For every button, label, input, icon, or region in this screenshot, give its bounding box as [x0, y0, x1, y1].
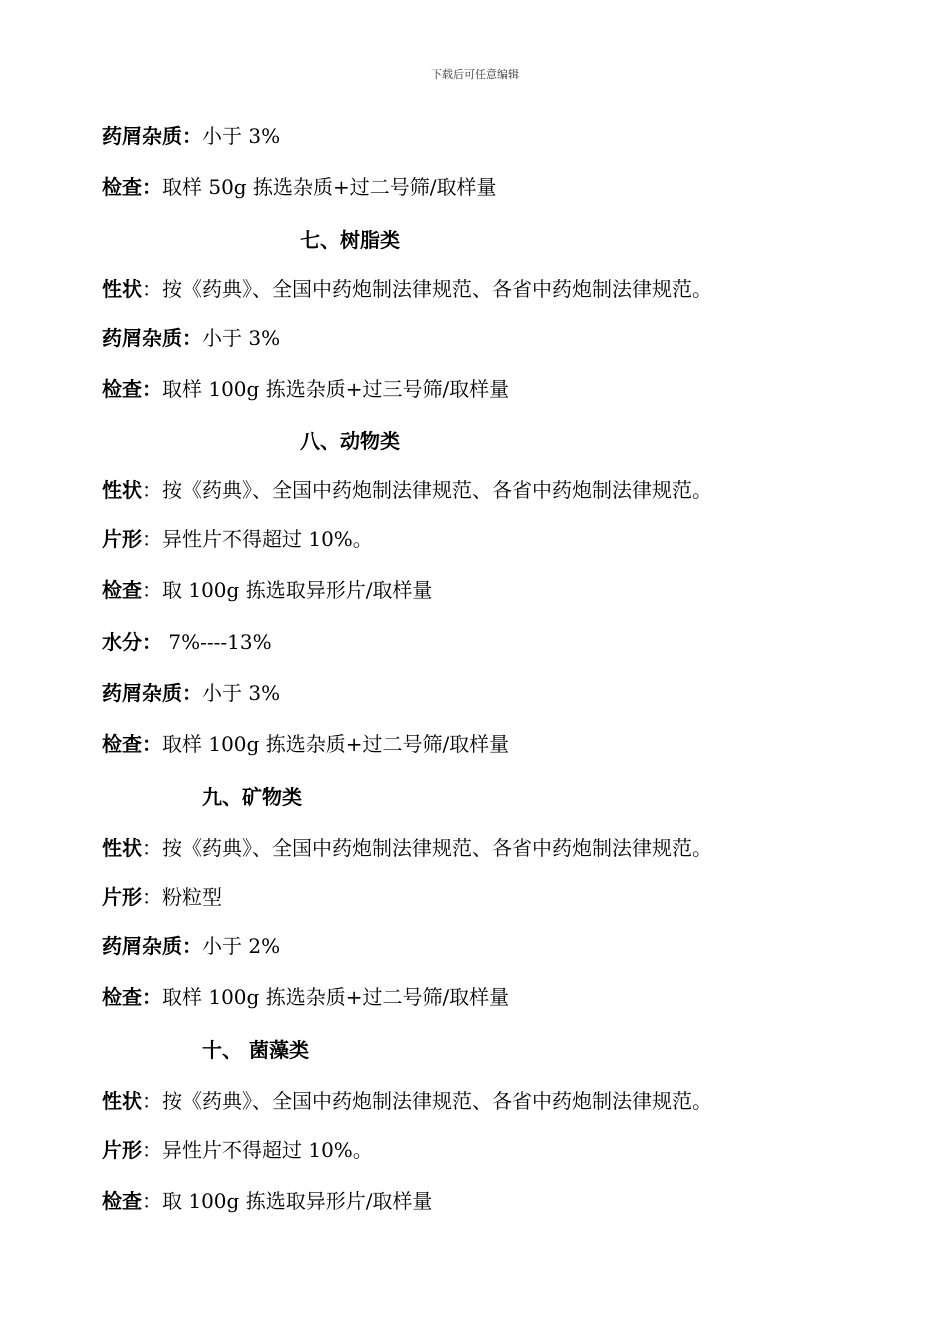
- line-shape: [102, 884, 222, 910]
- line-properties: [102, 1088, 712, 1114]
- line-check: [102, 577, 432, 603]
- line-label: 性状: [102, 1089, 142, 1113]
- line-label: 检查: [102, 1189, 142, 1213]
- line-value: 取样 50g 拣选杂质+过二号筛/取样量: [162, 175, 497, 199]
- line-label: 检查：: [102, 377, 162, 401]
- line-value: ：粉粒型: [142, 885, 222, 909]
- line-check: [102, 174, 496, 200]
- line-shape: [102, 526, 373, 552]
- line-check: [102, 984, 509, 1010]
- section-heading-resin: 七、树脂类: [300, 228, 400, 252]
- line-value: 取样 100g 拣选杂质+过二号筛/取样量: [162, 985, 510, 1009]
- line-label: 药屑杂质：: [102, 934, 202, 958]
- line-value: 小于 3%: [202, 124, 281, 148]
- line-value: 小于 2%: [202, 934, 281, 958]
- line-label: 性状: [102, 277, 142, 301]
- line-value: ：按《药典》、全国中药炮制法律规范、各省中药炮制法律规范。: [142, 836, 712, 860]
- line-impurity: [102, 680, 280, 706]
- line-value: ：按《药典》、全国中药炮制法律规范、各省中药炮制法律规范。: [142, 478, 712, 502]
- line-properties: [102, 276, 712, 302]
- line-label: 片形: [102, 527, 142, 551]
- line-label: 药屑杂质：: [102, 681, 202, 705]
- line-value: 取样 100g 拣选杂质+过二号筛/取样量: [162, 732, 510, 756]
- line-label: 检查：: [102, 985, 162, 1009]
- line-label: 检查：: [102, 175, 162, 199]
- line-value: ：异性片不得超过 10%。: [142, 527, 373, 551]
- line-label: 药屑杂质：: [102, 124, 202, 148]
- line-value: ：取 100g 拣选取异形片/取样量: [142, 578, 433, 602]
- line-check: [102, 1188, 432, 1214]
- line-shape: [102, 1137, 373, 1163]
- line-impurity: [102, 325, 280, 351]
- line-value: 取样 100g 拣选杂质+过三号筛/取样量: [162, 377, 510, 401]
- line-label: 药屑杂质：: [102, 326, 202, 350]
- line-value: ：按《药典》、全国中药炮制法律规范、各省中药炮制法律规范。: [142, 277, 712, 301]
- line-value: ：异性片不得超过 10%。: [142, 1138, 373, 1162]
- line-moisture: [102, 629, 272, 655]
- line-value: ：取 100g 拣选取异形片/取样量: [142, 1189, 433, 1213]
- line-impurity: [102, 933, 280, 959]
- line-value: 小于 3%: [202, 681, 281, 705]
- line-label: 片形: [102, 1138, 142, 1162]
- line-label: 检查: [102, 578, 142, 602]
- line-label: 检查：: [102, 732, 162, 756]
- section-heading-mineral: 九、矿物类: [202, 785, 302, 809]
- page-header: 下载后可任意编辑: [431, 68, 519, 81]
- line-label: 性状: [102, 478, 142, 502]
- section-heading-animal: 八、动物类: [300, 429, 400, 453]
- line-check: [102, 731, 509, 757]
- line-label: 片形: [102, 885, 142, 909]
- line-check: [102, 376, 509, 402]
- line-value: 7%----13%: [162, 630, 272, 654]
- line-value: ：按《药典》、全国中药炮制法律规范、各省中药炮制法律规范。: [142, 1089, 712, 1113]
- line-properties: [102, 477, 712, 503]
- line-impurity: [102, 123, 280, 149]
- section-heading-fungi-algae: 十、 菌藻类: [202, 1038, 309, 1062]
- line-label: 性状: [102, 836, 142, 860]
- line-properties: [102, 835, 712, 861]
- line-value: 小于 3%: [202, 326, 281, 350]
- line-label: 水分：: [102, 630, 162, 654]
